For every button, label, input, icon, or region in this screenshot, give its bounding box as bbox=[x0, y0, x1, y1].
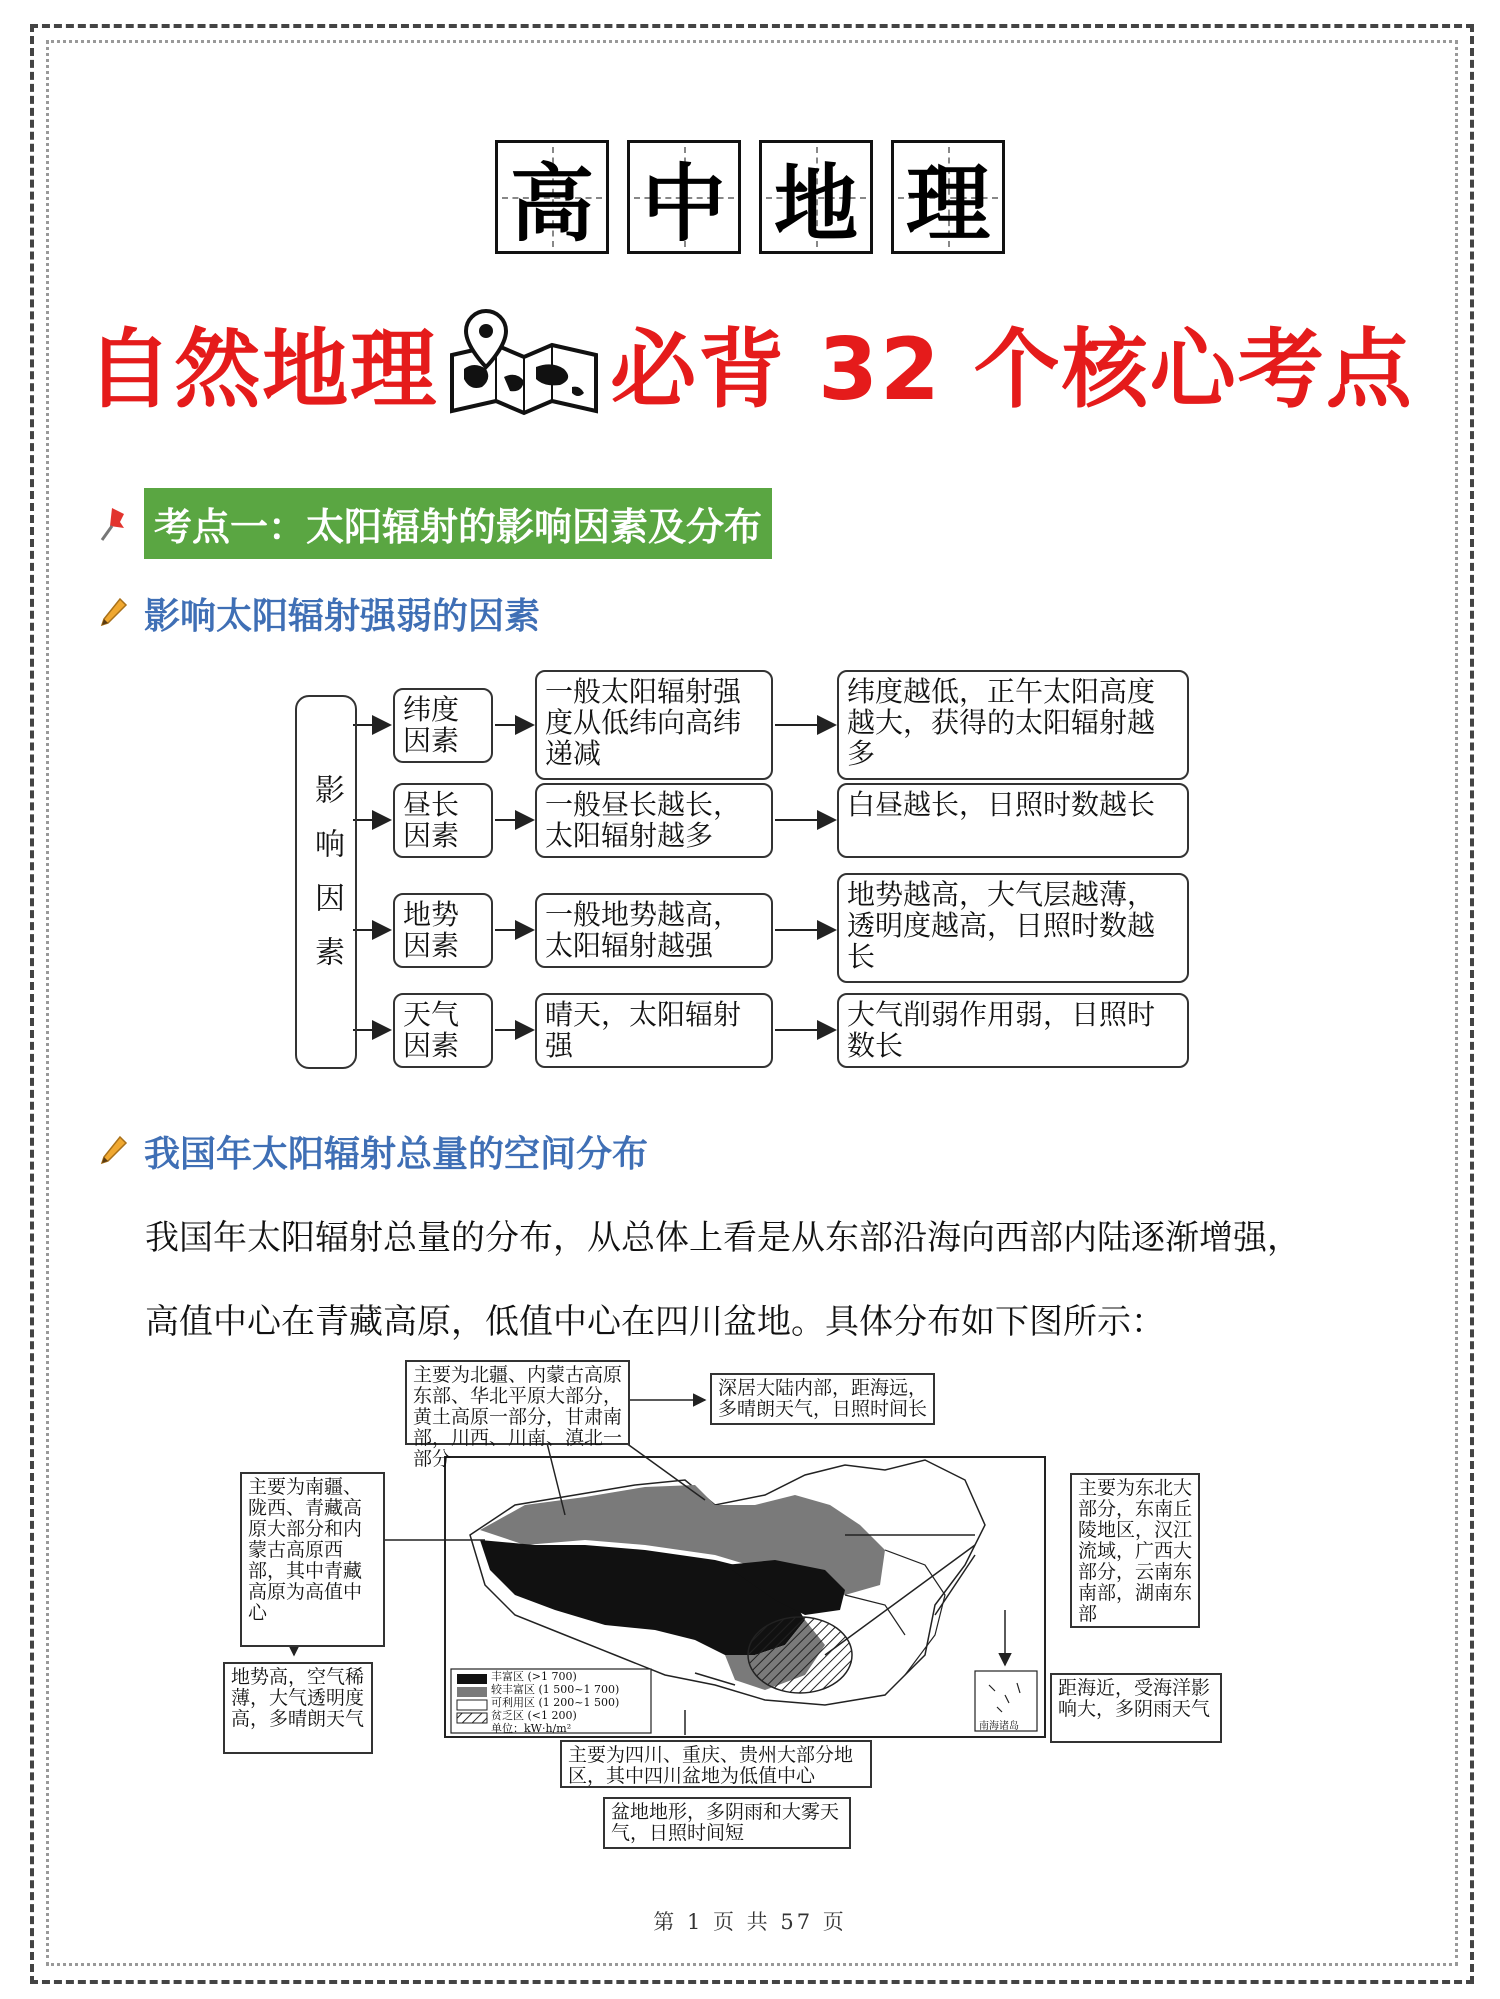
map-reason: 盆地地形，多阴雨和大雾天气，日照时间短 bbox=[603, 1797, 851, 1849]
pushpin-icon bbox=[98, 504, 132, 544]
rule-box: 晴天，太阳辐射强 bbox=[535, 993, 773, 1068]
result-box: 白昼越长，日照时数越长 bbox=[837, 783, 1189, 858]
subsection-heading bbox=[98, 588, 540, 639]
factor-box: 昼长因素 bbox=[393, 783, 493, 858]
legend-entry: 丰富区 (>1 700) bbox=[491, 1670, 577, 1683]
title-char: 高 bbox=[509, 154, 594, 253]
subtitle-left: 自然地理 bbox=[86, 320, 439, 420]
legend-entry: 贫乏区 (<1 200) bbox=[491, 1709, 577, 1722]
map-callout: 主要为南疆、陇西、青藏高原大部分和内蒙古高原西部，其中青藏高原为高值中心 bbox=[240, 1472, 385, 1647]
map-reason: 距海近，受海洋影响大，多阴雨天气 bbox=[1050, 1673, 1222, 1743]
result-box: 纬度越低，正午太阳高度越大，获得的太阳辐射越多 bbox=[837, 670, 1189, 780]
result-box: 大气削弱作用弱，日照时数长 bbox=[837, 993, 1189, 1068]
pencil-icon bbox=[98, 1135, 128, 1169]
map-pin-icon bbox=[444, 307, 604, 417]
rule-box: 一般太阳辐射强度从低纬向高纬递减 bbox=[535, 670, 773, 780]
factor-box: 地势因素 bbox=[393, 893, 493, 968]
title-char-box bbox=[891, 140, 1005, 254]
subtitle-right: 必背 32 个核心考点 bbox=[610, 320, 1414, 420]
map-callout: 主要为北疆、内蒙古高原东部、华北平原大部分，黄土高原一部分，甘肃南部，川西、川南、滇北一部分 bbox=[405, 1360, 630, 1445]
paragraph-line: 高值中心在青藏高原，低值中心在四川盆地。具体分布如下图所示： bbox=[145, 1302, 1165, 1342]
legend-entry: 较丰富区 (1 500~1 700) bbox=[491, 1683, 620, 1696]
result-box: 地势越高，大气层越薄，透明度越高，日照时数越长 bbox=[837, 873, 1189, 983]
subsection-heading bbox=[98, 1126, 648, 1177]
map-callout: 主要为四川、重庆、贵州大部分地区，其中四川盆地为低值中心 bbox=[560, 1740, 872, 1788]
title-char: 地 bbox=[773, 154, 858, 253]
map-reason: 地势高，空气稀薄，大气透明度高，多晴朗天气 bbox=[223, 1662, 373, 1754]
title-char: 中 bbox=[641, 154, 726, 253]
title-char: 理 bbox=[905, 154, 990, 253]
factor-box: 天气因素 bbox=[393, 993, 493, 1068]
subsection-title: 影响太阳辐射强弱的因素 bbox=[144, 596, 541, 637]
title-char-box bbox=[495, 140, 609, 254]
paragraph-line: 我国年太阳辐射总量的分布，从总体上看是从东部沿海向西部内陆逐渐增强， bbox=[145, 1218, 1301, 1258]
inset-label: 南海诸岛 bbox=[979, 1721, 1019, 1732]
map-legend bbox=[491, 1670, 619, 1735]
rule-box: 一般昼长越长，太阳辐射越多 bbox=[535, 783, 773, 858]
legend-entry: 可利用区 (1 200~1 500) bbox=[491, 1696, 620, 1709]
title-char-box bbox=[759, 140, 873, 254]
factors-diagram bbox=[295, 665, 1195, 1070]
factor-box: 纬度因素 bbox=[393, 688, 493, 763]
map-callout: 主要为东北大部分，东南丘陵地区，汉江流域，广西大部分，云南东南部，湖南东部 bbox=[1070, 1473, 1200, 1628]
subtitle bbox=[0, 300, 1500, 424]
diagram-root: 影响因素 bbox=[295, 695, 357, 1069]
rule-box: 一般地势越高，太阳辐射越强 bbox=[535, 893, 773, 968]
solar-radiation-map-figure bbox=[231, 1355, 1215, 1875]
map-reason: 深居大陆内部，距海远，多晴朗天气，日照时间长 bbox=[710, 1373, 935, 1425]
section-header bbox=[98, 488, 772, 559]
legend-unit: 单位：kW·h/m² bbox=[491, 1722, 572, 1735]
title-row bbox=[0, 140, 1500, 254]
subsection-title: 我国年太阳辐射总量的空间分布 bbox=[144, 1134, 649, 1175]
page-footer: 第 1 页 共 57 页 bbox=[653, 1910, 847, 1934]
section-label: 考点一：太阳辐射的影响因素及分布 bbox=[144, 488, 772, 559]
pencil-icon bbox=[98, 597, 128, 631]
title-char-box bbox=[627, 140, 741, 254]
